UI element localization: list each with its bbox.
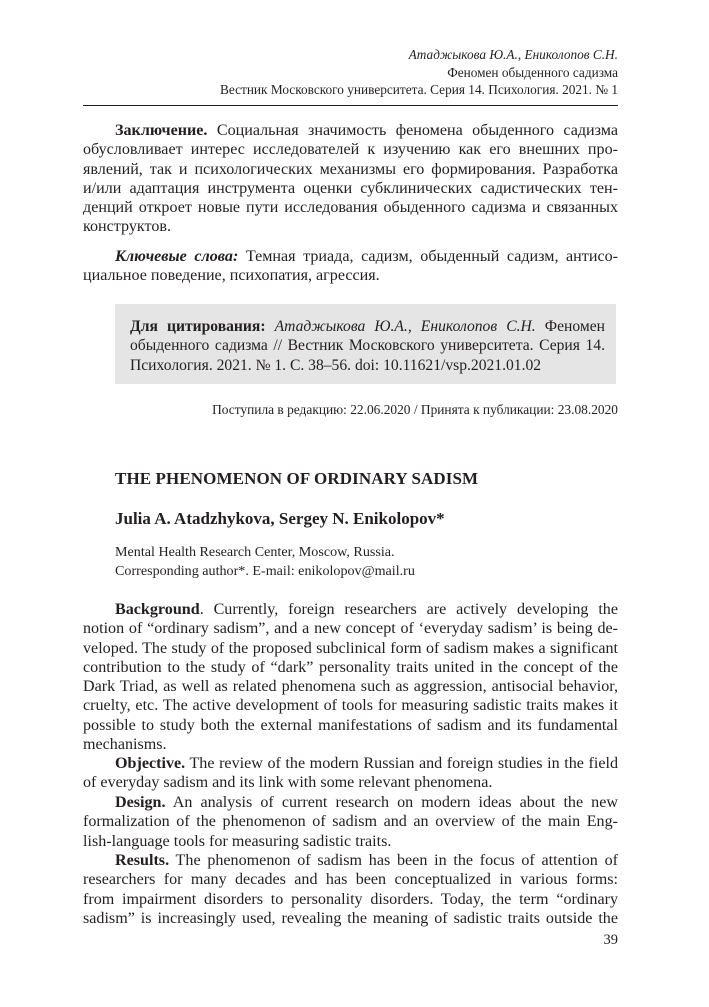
running-head-article-title: Феномен обыденного садизма [447, 64, 618, 80]
citation-authors: Атаджыкова Ю.А., Ениколопов С.Н. [274, 318, 536, 335]
affiliation-line: Mental Health Research Center, Moscow, Russia. [115, 544, 395, 560]
background-label: Background [115, 601, 200, 618]
running-head-authors: Атаджыкова Ю.А., Ениколопов С.Н. [408, 47, 618, 62]
citation-text: Для цитирования: Атаджыкова Ю.А., Ениколопов С.Н. Феномен обыденного садизма // Вестник Московского университета. Серия 14. Психология. 2021. № 1. С. 38–56. doi: 10.11621/vsp.2021.01.02 [130, 318, 605, 374]
design-paragraph: Design. An analysis of current research on modern ideas about the new formalization of the phenomenon of sadism and an overview of the main Eng- lish-language tools for measuring sadistic traits. [83, 794, 618, 850]
results-paragraph: Results. The phenomenon of sadism has been in the focus of attention of researchers for many decades and has been conceptualized in various forms: from impairment disorders to personality disorders. Today, the term “ordinary sadism” is increasingly used, revealing the meaning of sadistic traits outside the [83, 852, 618, 927]
english-authors: Julia A. Atadzhykova, Sergey N. Enikolopov* [115, 509, 445, 528]
header-divider [83, 105, 618, 106]
keywords-paragraph: Ключевые слова: Темная триада, садизм, обыденный садизм, антисо- циальное поведение, психопатия, агрессия. [83, 248, 618, 285]
background-paragraph: Background. Currently, foreign researchers are actively developing the notion of “ordinary sadism”, and a new concept of ‘everyday sadism’ is being de- veloped. The study of the proposed subclinical form of sadism makes a significant contribution to the study of “dark” personality traits united in the concept of the Dark Triad, as well as related phenomena such as aggression, antisocial behavior, cruelty, etc. The active development of tools for measuring sadistic traits makes it possible to study both the external manifestations of sadism and its fundamental mechanisms. [83, 601, 618, 754]
conclusion-paragraph: Заключение. Социальная значимость феномена обыденного садизма обусловливает интерес исследователей к изучению как его внешних про- явлений, так и психологических механизмы его формирования. Разработка и/или адаптация инструмента оценки субклинических садистических тен- денций откроет новые пути исследования обыденного садизма и связанных конструктов. [83, 122, 618, 236]
objective-label: Objective. [115, 755, 186, 772]
page-number: 39 [603, 932, 618, 948]
running-head [220, 46, 618, 99]
conclusion-label: Заключение. [115, 122, 208, 139]
objective-paragraph: Objective. The review of the modern Russian and foreign studies in the field of everyday sadism and its link with some relevant phenomena. [83, 755, 618, 792]
running-head-journal: Вестник Московского университета. Серия 14. Психология. 2021. № 1 [220, 82, 618, 97]
corresponding-author: Corresponding author*. E-mail: enikolopov@mail.ru [115, 563, 415, 579]
keywords-label: Ключевые слова: [115, 248, 239, 265]
affiliation [115, 543, 415, 581]
received-dates: Поступила в редакцию: 22.06.2020 / Принята к публикации: 23.08.2020 [212, 402, 618, 417]
english-title: THE PHENOMENON OF ORDINARY SADISM [115, 469, 479, 488]
citation-label: Для цитирования: [130, 318, 266, 335]
results-label: Results. [115, 852, 170, 869]
design-label: Design. [115, 794, 166, 811]
